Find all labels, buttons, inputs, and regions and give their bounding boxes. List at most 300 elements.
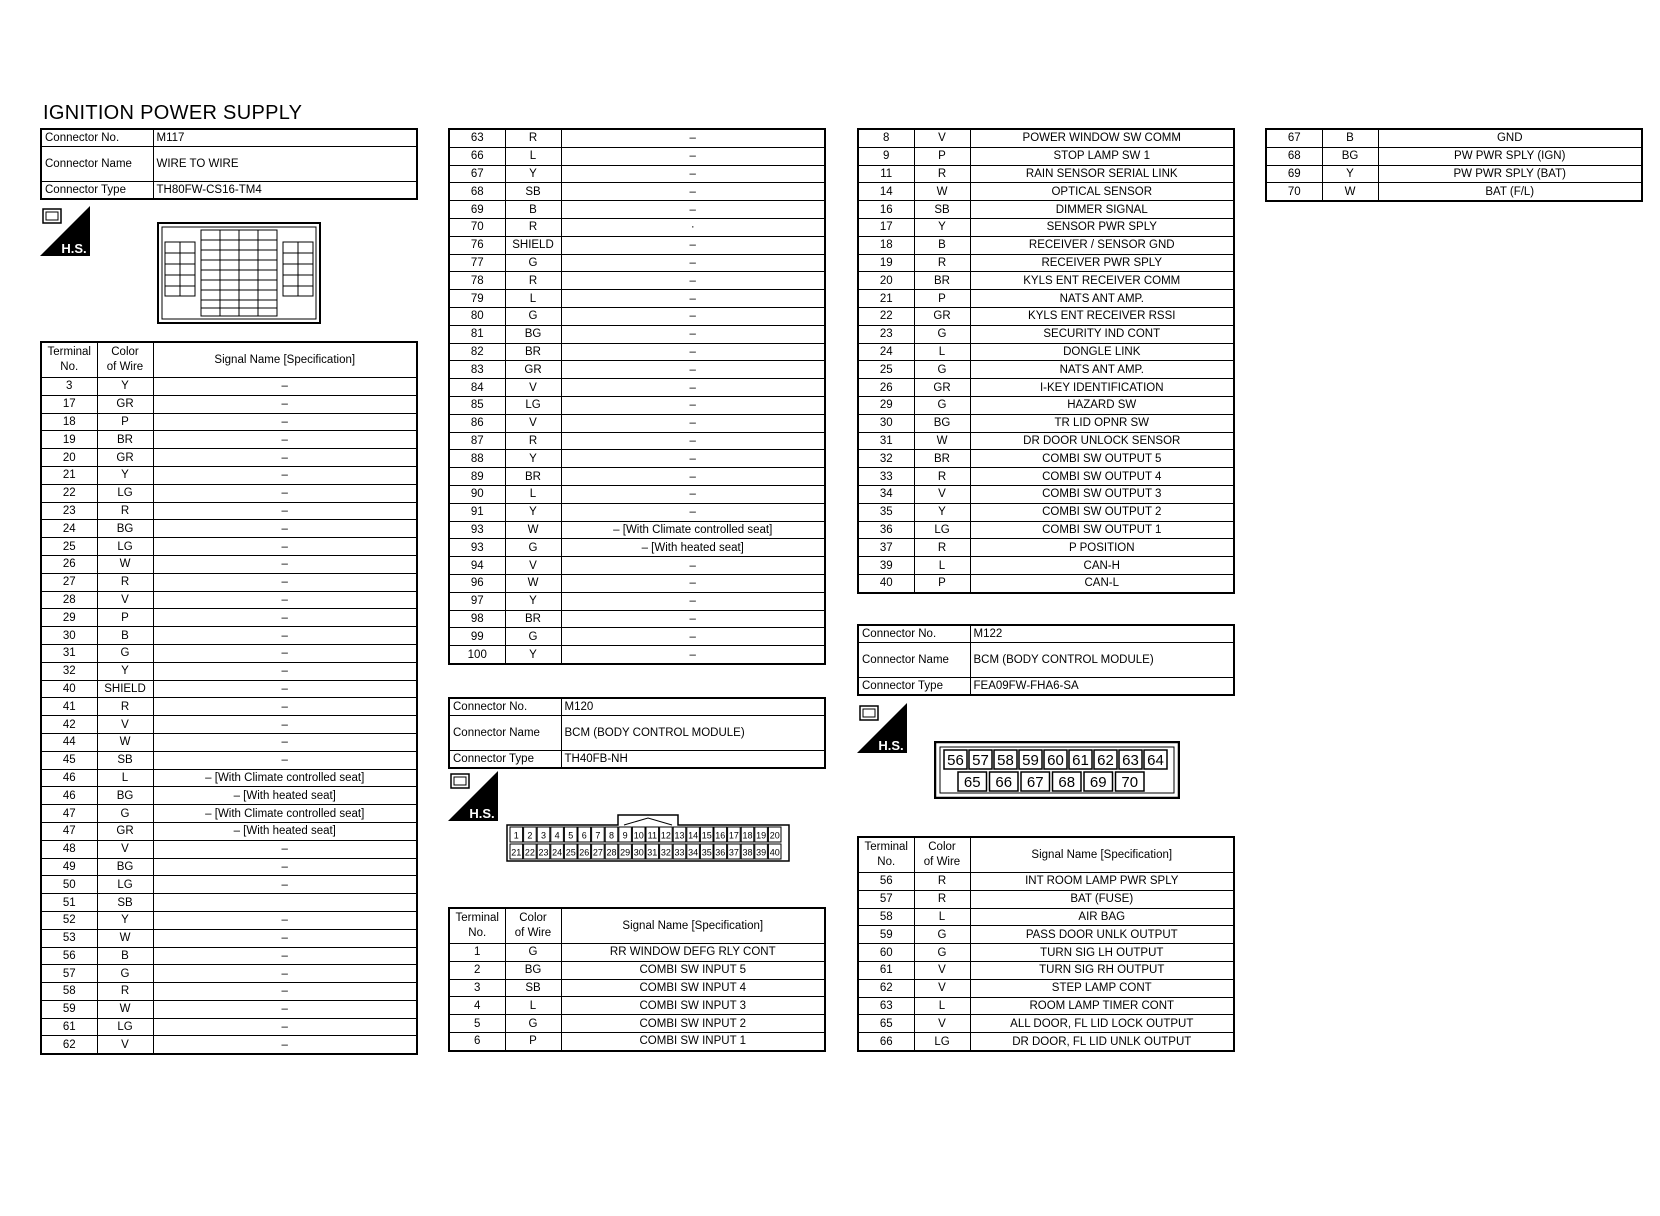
terminal-cell: 87 (449, 432, 505, 450)
connector-type-label: Connector Type (858, 678, 970, 696)
color-cell: V (914, 129, 970, 147)
table-row (449, 183, 825, 201)
color-cell: LG (97, 1018, 153, 1036)
pin-number: 63 (1122, 752, 1139, 769)
table-row (449, 218, 825, 236)
table-row (449, 961, 825, 979)
color-cell: W (505, 521, 561, 539)
terminal-cell: 18 (858, 236, 914, 254)
signal-cell: – (153, 947, 417, 965)
signal-cell: – (153, 484, 417, 502)
color-cell: LG (914, 521, 970, 539)
table-row (449, 979, 825, 997)
terminal-cell: 61 (41, 1018, 97, 1036)
signal-header: Signal Name [Specification] (970, 837, 1234, 873)
color-cell: Y (97, 378, 153, 396)
table-row (858, 873, 1234, 891)
signal-cell: – (561, 343, 825, 361)
table-row (449, 485, 825, 503)
color-cell: L (505, 485, 561, 503)
table-row (449, 414, 825, 432)
table-row (41, 751, 417, 769)
terminal-cell: 61 (858, 961, 914, 979)
table-row (449, 201, 825, 219)
color-cell: V (914, 961, 970, 979)
color-cell: R (97, 983, 153, 1001)
table-row (41, 609, 417, 627)
table-row (41, 894, 417, 912)
signal-cell: – (561, 646, 825, 664)
signal-cell: – (561, 379, 825, 397)
terminal-cell: 25 (41, 538, 97, 556)
pin-number: 15 (701, 830, 712, 841)
signal-cell: – (153, 911, 417, 929)
terminal-cell: 29 (41, 609, 97, 627)
table-row (41, 502, 417, 520)
table-row (858, 926, 1234, 944)
signal-cell: – (561, 361, 825, 379)
color-cell: L (505, 290, 561, 308)
pin-number: 57 (972, 752, 989, 769)
pin-number: 3 (540, 830, 547, 841)
signal-cell: – (153, 716, 417, 734)
terminal-cell: 31 (858, 432, 914, 450)
pin-number: 12 (660, 830, 671, 841)
color-cell: Y (97, 662, 153, 680)
signal-cell: COMBI SW INPUT 1 (561, 1032, 825, 1050)
terminal-cell: 3 (41, 378, 97, 396)
table-row (858, 307, 1234, 325)
pin-number: 37 (728, 847, 739, 858)
table-header-row (858, 837, 1234, 873)
color-cell: L (914, 908, 970, 926)
table-row (41, 520, 417, 538)
color-cell: R (505, 432, 561, 450)
signal-cell: – [With Climate controlled seat] (153, 769, 417, 787)
pin-number: 36 (715, 847, 726, 858)
table-row (41, 769, 417, 787)
signal-cell: SENSOR PWR SPLY (970, 218, 1234, 236)
color-cell: BR (505, 610, 561, 628)
table-row (41, 858, 417, 876)
m122-connector-diagram (934, 741, 1180, 799)
terminal-cell: 27 (41, 573, 97, 591)
terminal-cell: 76 (449, 236, 505, 254)
color-cell: GR (97, 822, 153, 840)
color-cell: G (97, 805, 153, 823)
terminal-cell: 96 (449, 574, 505, 592)
color-cell: Y (97, 911, 153, 929)
color-cell: G (97, 644, 153, 662)
color-cell: LG (97, 538, 153, 556)
table-row (449, 361, 825, 379)
signal-cell: PW PWR SPLY (IGN) (1378, 147, 1642, 165)
color-cell: BG (505, 961, 561, 979)
color-cell: L (505, 997, 561, 1015)
terminal-cell: 24 (858, 343, 914, 361)
terminal-cell: 16 (858, 201, 914, 219)
terminal-cell: 69 (449, 201, 505, 219)
connector-name-label: Connector Name (41, 147, 153, 182)
table-row (858, 468, 1234, 486)
pin-number: 4 (554, 830, 560, 841)
table-row (449, 521, 825, 539)
color-cell: B (97, 627, 153, 645)
table-row (858, 979, 1234, 997)
table-row (41, 698, 417, 716)
signal-cell: AIR BAG (970, 908, 1234, 926)
color-cell: BR (505, 343, 561, 361)
terminal-cell: 26 (41, 555, 97, 573)
terminal-header-line2: No. (468, 927, 487, 939)
color-cell: W (914, 432, 970, 450)
signal-cell: – (561, 325, 825, 343)
terminal-table-m117-b (448, 128, 826, 665)
color-cell: V (97, 840, 153, 858)
signal-cell: P POSITION (970, 539, 1234, 557)
color-cell: W (97, 929, 153, 947)
terminal-cell: 19 (858, 254, 914, 272)
color-cell: V (914, 1015, 970, 1033)
signal-cell: – (153, 733, 417, 751)
signal-cell: ROOM LAMP TIMER CONT (970, 997, 1234, 1015)
terminal-cell: 70 (449, 218, 505, 236)
connector-type-label: Connector Type (449, 751, 561, 769)
pin-number: 35 (701, 847, 712, 858)
color-header (505, 908, 561, 944)
color-cell: V (914, 979, 970, 997)
terminal-cell: 51 (41, 894, 97, 912)
terminal-cell: 79 (449, 290, 505, 308)
connector-info-m120 (448, 697, 826, 769)
hs-label: H.S. (469, 806, 495, 821)
table-row (41, 413, 417, 431)
color-cell: BG (505, 325, 561, 343)
signal-cell: – (561, 201, 825, 219)
color-cell: P (914, 147, 970, 165)
terminal-cell: 59 (858, 926, 914, 944)
terminal-header-line1: Terminal (47, 346, 91, 358)
table-row (449, 997, 825, 1015)
pin-number: 62 (1097, 752, 1114, 769)
signal-cell: – (153, 555, 417, 573)
color-cell: GR (914, 307, 970, 325)
terminal-cell: 59 (41, 1000, 97, 1018)
signal-cell: – (153, 1018, 417, 1036)
color-cell: LG (914, 1033, 970, 1051)
terminal-cell: 68 (1266, 147, 1322, 165)
signal-cell: – (561, 165, 825, 183)
color-cell: BG (1322, 147, 1378, 165)
pin-number: 13 (674, 830, 685, 841)
table-row (449, 592, 825, 610)
color-cell: R (505, 129, 561, 147)
terminal-cell: 78 (449, 272, 505, 290)
terminal-cell: 91 (449, 503, 505, 521)
pin-number: 14 (688, 830, 699, 841)
pin-number: 5 (568, 830, 574, 841)
signal-cell: RAIN SENSOR SERIAL LINK (970, 165, 1234, 183)
terminal-cell: 63 (858, 997, 914, 1015)
table-row (41, 644, 417, 662)
signal-cell: – (561, 432, 825, 450)
terminal-cell: 47 (41, 822, 97, 840)
color-cell: GR (914, 379, 970, 397)
table-row (858, 944, 1234, 962)
terminal-cell: 98 (449, 610, 505, 628)
color-cell: W (1322, 183, 1378, 201)
terminal-header-line2: No. (877, 856, 896, 868)
signal-cell: – (153, 573, 417, 591)
signal-cell: – (153, 538, 417, 556)
table-row (41, 840, 417, 858)
terminal-cell: 30 (41, 627, 97, 645)
pin-number: 11 (647, 830, 657, 841)
terminal-cell: 100 (449, 646, 505, 664)
terminal-cell: 99 (449, 628, 505, 646)
terminal-cell: 20 (41, 449, 97, 467)
pin-number: 9 (622, 830, 628, 841)
table-row (41, 983, 417, 1001)
color-cell: R (97, 698, 153, 716)
signal-cell: – [With heated seat] (153, 787, 417, 805)
color-cell: R (914, 468, 970, 486)
terminal-cell: 68 (449, 183, 505, 201)
signal-cell: – (561, 557, 825, 575)
color-cell: L (914, 557, 970, 575)
terminal-cell: 77 (449, 254, 505, 272)
connector-type: TH80FW-CS16-TM4 (153, 182, 417, 200)
signal-cell: – (153, 395, 417, 413)
table-row (41, 573, 417, 591)
pin-number: 26 (579, 847, 590, 858)
signal-cell: OPTICAL SENSOR (970, 183, 1234, 201)
pin-number: 2 (527, 830, 533, 841)
harness-side-icon (857, 703, 907, 753)
terminal-table-m120-b (857, 128, 1235, 594)
terminal-cell: 32 (41, 662, 97, 680)
terminal-cell: 22 (41, 484, 97, 502)
table-row (858, 361, 1234, 379)
table-row (449, 165, 825, 183)
signal-cell: COMBI SW INPUT 2 (561, 1015, 825, 1033)
signal-cell: GND (1378, 129, 1642, 147)
signal-cell: COMBI SW INPUT 3 (561, 997, 825, 1015)
terminal-cell: 30 (858, 414, 914, 432)
table-row (858, 129, 1234, 147)
signal-cell: RECEIVER / SENSOR GND (970, 236, 1234, 254)
terminal-cell: 46 (41, 787, 97, 805)
table-row (858, 450, 1234, 468)
signal-cell: – (561, 628, 825, 646)
color-cell: R (914, 254, 970, 272)
color-cell: V (914, 485, 970, 503)
signal-cell: – (153, 644, 417, 662)
page-title: IGNITION POWER SUPPLY (43, 102, 303, 124)
signal-cell: TURN SIG LH OUTPUT (970, 944, 1234, 962)
color-cell: BR (97, 431, 153, 449)
m117-connector-diagram (157, 222, 321, 324)
connector-no-label: Connector No. (449, 698, 561, 716)
table-row (449, 325, 825, 343)
terminal-cell: 49 (41, 858, 97, 876)
color-header-line1: Color (111, 346, 139, 358)
color-cell: Y (505, 450, 561, 468)
terminal-cell: 2 (449, 961, 505, 979)
signal-cell: – (153, 929, 417, 947)
pin-number: 21 (511, 847, 522, 858)
table-row (858, 908, 1234, 926)
terminal-cell: 40 (858, 574, 914, 592)
pin-number: 66 (995, 774, 1013, 791)
signal-cell: POWER WINDOW SW COMM (970, 129, 1234, 147)
signal-cell: DIMMER SIGNAL (970, 201, 1234, 219)
terminal-cell: 57 (858, 890, 914, 908)
table-row (449, 236, 825, 254)
color-cell: V (505, 379, 561, 397)
color-header-line1: Color (928, 841, 956, 853)
color-cell: R (97, 502, 153, 520)
signal-cell: STOP LAMP SW 1 (970, 147, 1234, 165)
m120-connector-diagram (506, 813, 791, 863)
terminal-cell: 70 (1266, 183, 1322, 201)
color-cell: R (505, 218, 561, 236)
terminal-cell: 93 (449, 539, 505, 557)
color-cell: P (97, 413, 153, 431)
table-row (1266, 183, 1642, 201)
terminal-cell: 94 (449, 557, 505, 575)
color-cell: G (914, 926, 970, 944)
table-row (41, 431, 417, 449)
table-row (858, 379, 1234, 397)
color-cell: W (97, 555, 153, 573)
signal-cell: – (561, 414, 825, 432)
table-row (449, 539, 825, 557)
table-row (41, 466, 417, 484)
signal-cell: COMBI SW OUTPUT 1 (970, 521, 1234, 539)
terminal-cell: 11 (858, 165, 914, 183)
table-row (449, 272, 825, 290)
table-row (449, 628, 825, 646)
signal-cell: SECURITY IND CONT (970, 325, 1234, 343)
table-row (41, 680, 417, 698)
table-row (41, 733, 417, 751)
hs-label: H.S. (878, 738, 904, 753)
terminal-cell: 97 (449, 592, 505, 610)
table-row (41, 965, 417, 983)
terminal-cell: 29 (858, 396, 914, 414)
signal-cell: TR LID OPNR SW (970, 414, 1234, 432)
table-row (858, 165, 1234, 183)
terminal-header (41, 342, 97, 378)
pin-number: 33 (674, 847, 685, 858)
color-cell: L (914, 343, 970, 361)
signal-cell: RECEIVER PWR SPLY (970, 254, 1234, 272)
terminal-cell: 53 (41, 929, 97, 947)
terminal-cell: 23 (41, 502, 97, 520)
connector-type: FEA09FW-FHA6-SA (970, 678, 1234, 696)
signal-cell: – (561, 129, 825, 147)
color-cell: B (914, 236, 970, 254)
terminal-cell: 65 (858, 1015, 914, 1033)
signal-cell: – [With Climate controlled seat] (561, 521, 825, 539)
signal-cell: BAT (FUSE) (970, 890, 1234, 908)
terminal-cell: 58 (41, 983, 97, 1001)
terminal-cell: 6 (449, 1032, 505, 1050)
pin-number: 1 (513, 830, 519, 841)
table-row (858, 521, 1234, 539)
color-cell: P (97, 609, 153, 627)
table-row (41, 378, 417, 396)
table-row (41, 911, 417, 929)
table-row (449, 646, 825, 664)
terminal-header (449, 908, 505, 944)
signal-cell: – (561, 307, 825, 325)
terminal-cell: 39 (858, 557, 914, 575)
connector-no-label: Connector No. (858, 625, 970, 643)
terminal-cell: 44 (41, 733, 97, 751)
table-row (41, 787, 417, 805)
color-cell: SHIELD (97, 680, 153, 698)
signal-cell: – (153, 431, 417, 449)
terminal-cell: 36 (858, 521, 914, 539)
table-row (449, 254, 825, 272)
terminal-cell: 14 (858, 183, 914, 201)
color-cell: SB (97, 894, 153, 912)
terminal-cell: 31 (41, 644, 97, 662)
color-header-line2: of Wire (106, 361, 144, 373)
terminal-cell: 3 (449, 979, 505, 997)
table-row (858, 343, 1234, 361)
terminal-cell: 17 (41, 395, 97, 413)
terminal-cell: 62 (858, 979, 914, 997)
signal-cell: INT ROOM LAMP PWR SPLY (970, 873, 1234, 891)
harness-side-icon (40, 206, 90, 256)
signal-cell: DR DOOR UNLOCK SENSOR (970, 432, 1234, 450)
table-row (858, 201, 1234, 219)
terminal-cell: 26 (858, 379, 914, 397)
terminal-cell: 40 (41, 680, 97, 698)
pin-number: 60 (1047, 752, 1064, 769)
signal-cell: – (153, 1000, 417, 1018)
color-cell: P (914, 290, 970, 308)
signal-cell: TURN SIG RH OUTPUT (970, 961, 1234, 979)
color-cell: G (914, 361, 970, 379)
signal-cell: – (561, 610, 825, 628)
table-row (858, 1015, 1234, 1033)
pin-number: 59 (1022, 752, 1039, 769)
terminal-cell: 47 (41, 805, 97, 823)
terminal-cell: 24 (41, 520, 97, 538)
color-cell: B (505, 201, 561, 219)
terminal-cell: 20 (858, 272, 914, 290)
terminal-cell: 84 (449, 379, 505, 397)
signal-cell: – (561, 485, 825, 503)
terminal-cell: 85 (449, 396, 505, 414)
connector-no: M120 (561, 698, 825, 716)
table-row (449, 147, 825, 165)
terminal-cell: 32 (858, 450, 914, 468)
signal-cell: – [With Climate controlled seat] (153, 805, 417, 823)
pin-number: 64 (1147, 752, 1164, 769)
terminal-header-line2: No. (60, 361, 79, 373)
terminal-cell: 34 (858, 485, 914, 503)
terminal-table-m122-a (857, 836, 1235, 1052)
color-cell: G (505, 539, 561, 557)
table-row (449, 129, 825, 147)
signal-cell: COMBI SW OUTPUT 3 (970, 485, 1234, 503)
table-row (41, 1036, 417, 1054)
